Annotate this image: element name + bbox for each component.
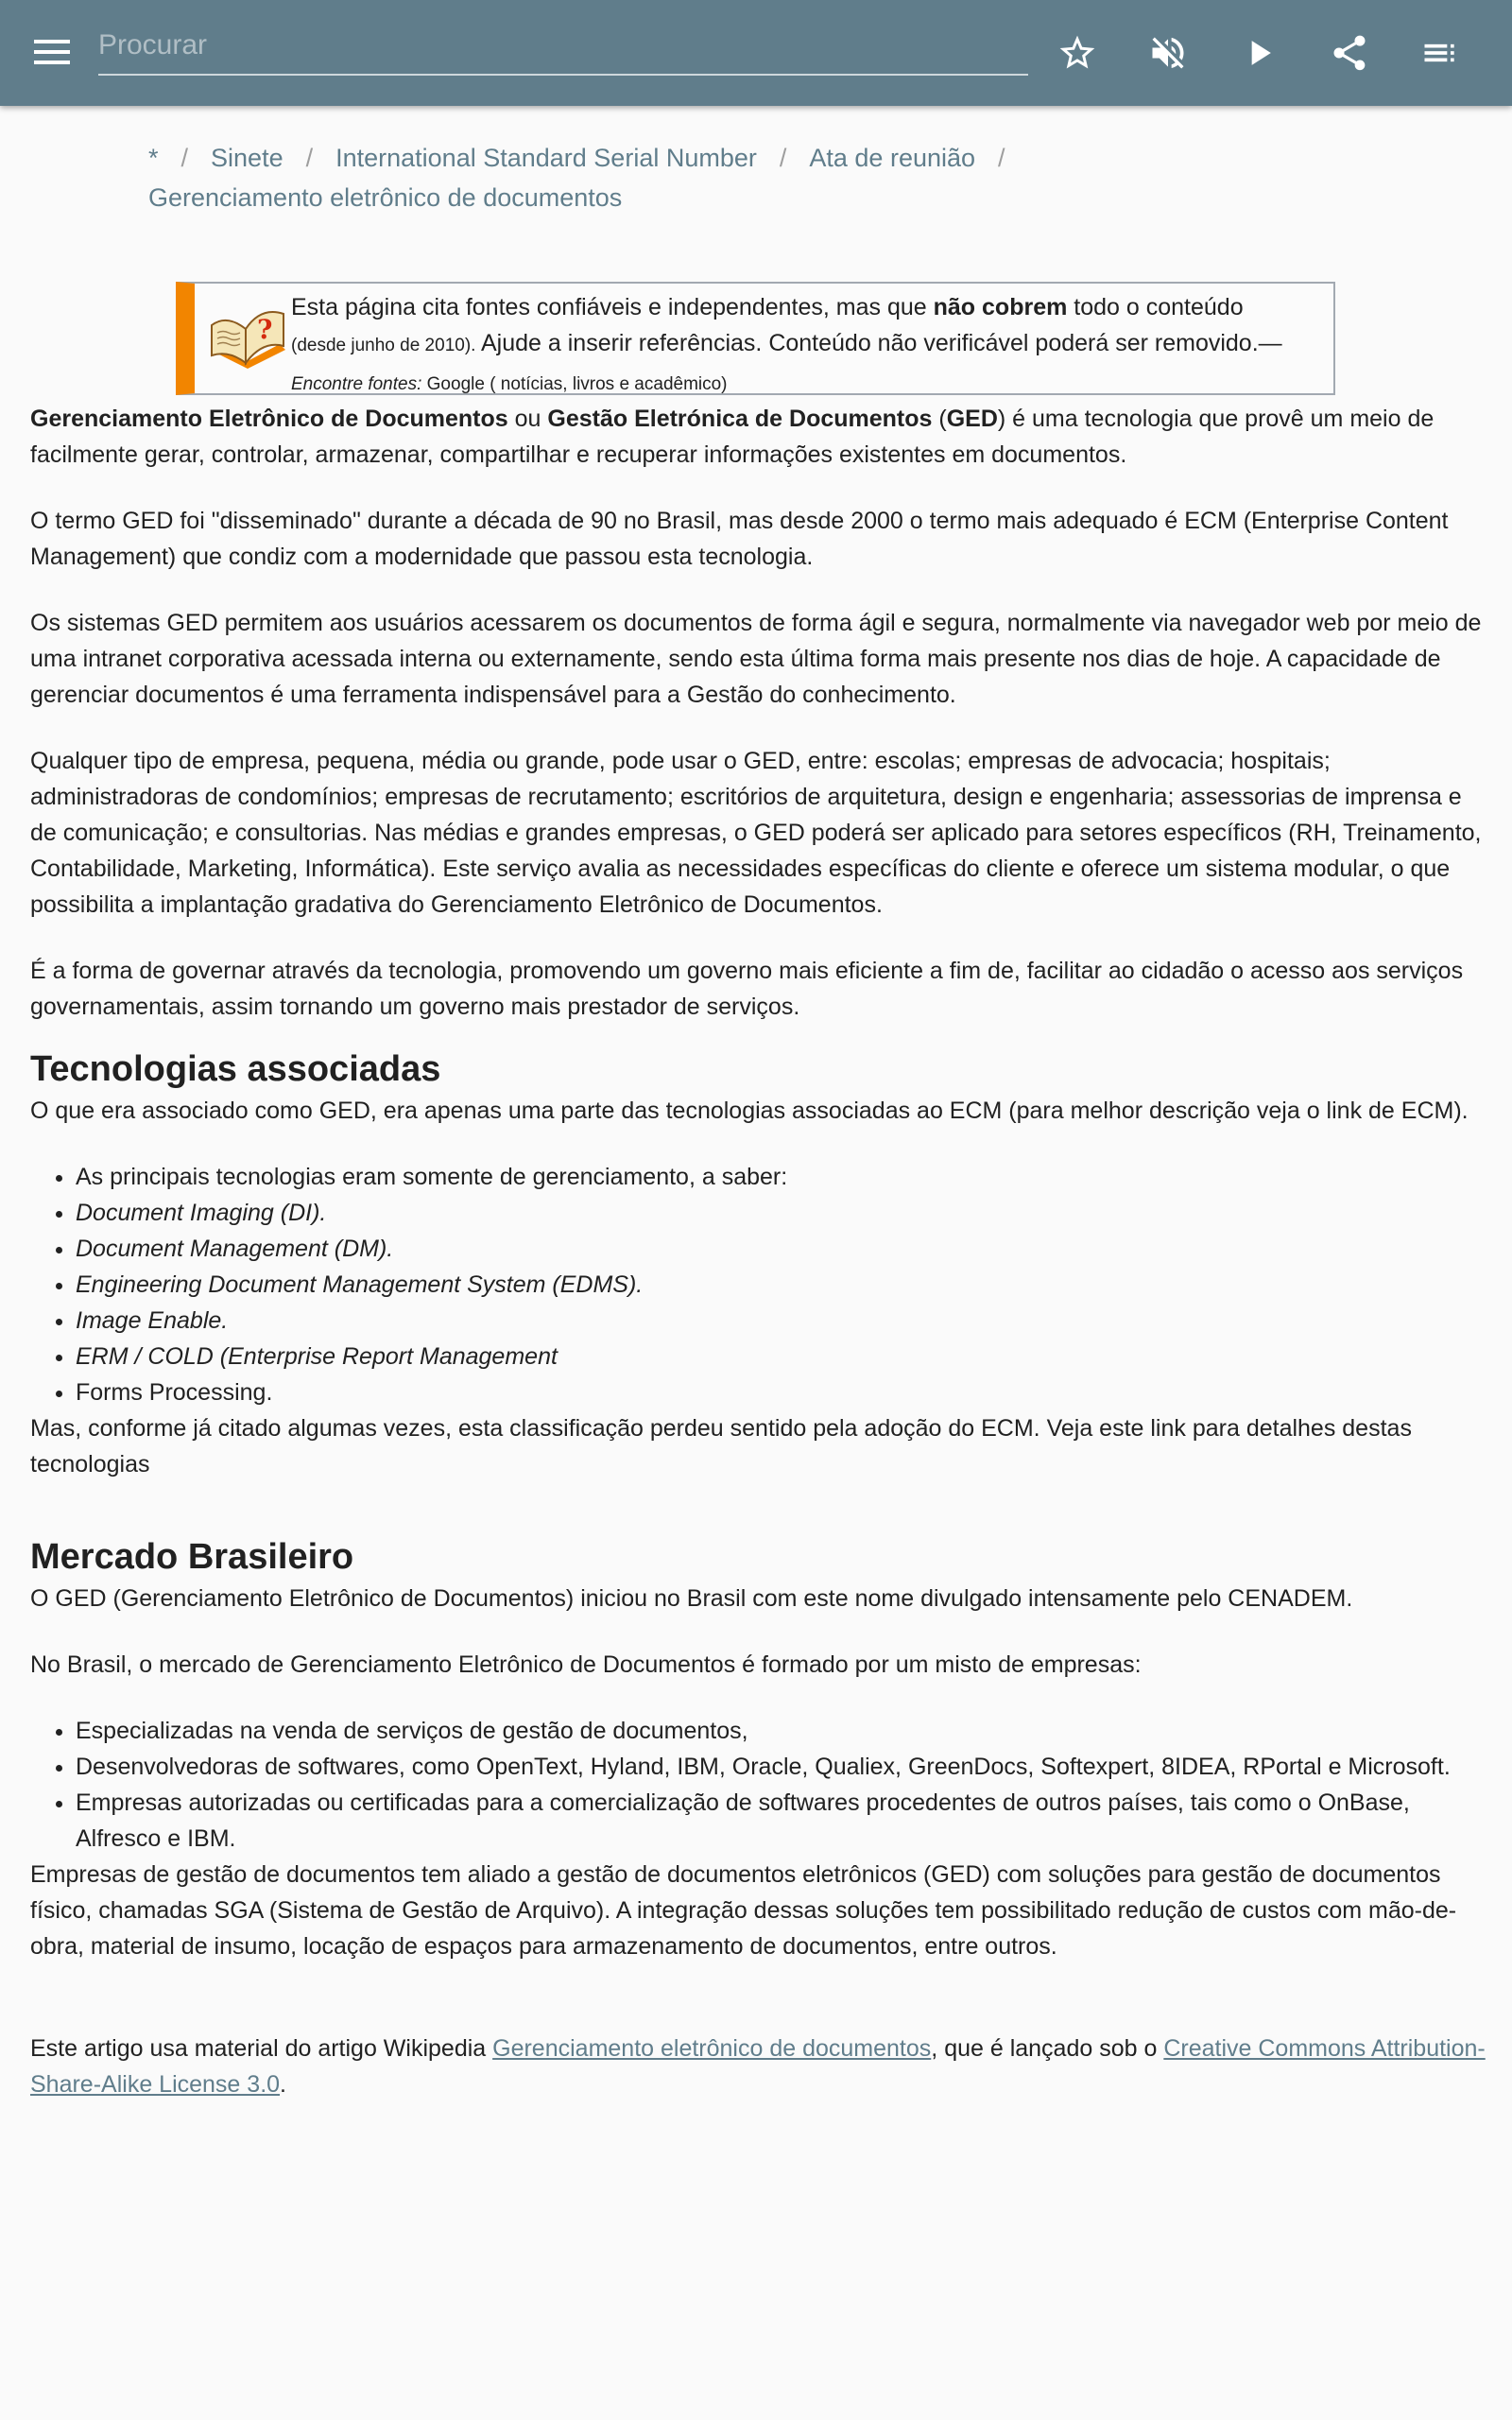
list-item: • Engineering Document Management System (EDMS). xyxy=(76,1267,1486,1303)
search-field xyxy=(98,21,1028,76)
breadcrumb-separator: / xyxy=(998,144,1005,172)
breadcrumb-separator: / xyxy=(180,144,189,172)
book-question-icon xyxy=(204,297,291,378)
toolbar-actions xyxy=(1032,26,1486,79)
breadcrumb-separator: / xyxy=(779,144,787,172)
bookmark-button[interactable] xyxy=(1032,26,1123,79)
article-content xyxy=(30,401,1486,2133)
star-icon xyxy=(1057,32,1098,74)
search-input[interactable] xyxy=(98,21,1028,70)
market-list xyxy=(76,1713,1486,1857)
sources-notice-box xyxy=(176,282,1335,395)
mute-button[interactable] xyxy=(1123,26,1213,79)
breadcrumb-issn[interactable]: International Standard Serial Number xyxy=(335,144,757,172)
breadcrumb-ata[interactable]: Ata de reunião xyxy=(809,144,976,172)
list-item: • Desenvolvedoras de softwares, como OpenText, Hyland, IBM, Oracle, Qualiex, GreenDocs, Softexpert, 8IDEA, RPortal e Microsoft. xyxy=(76,1749,1486,1785)
list-item: • Forms Processing. xyxy=(76,1374,1486,1410)
section-heading: Mercado Brasileiro xyxy=(30,1537,354,1577)
paragraph: O termo GED foi "disseminado" durante a década de 90 no Brasil, mas desde 2000 o termo mais adequado é ECM (Enterprise Content Management) que condiz com a modernidade que passou esta tecnologia. xyxy=(30,508,1449,570)
license-link[interactable]: Creative Commons Attribution-Share-Alike License 3.0 xyxy=(30,2035,1486,2098)
share-icon xyxy=(1329,32,1370,74)
paragraph: Qualquer tipo de empresa, pequena, média ou grande, pode usar o GED, entre: escolas; empresas de advocacia; hospitais; administradoras de condomínios; empresas de recrutamento; escritórios de arquitetura, design e engenharia; assessorias de imprensa e de comunicação; e consultorias. Nas médias e grandes empresas, o GED poderá ser aplicado para setores específicos (RH, Treinamento, Contabilidade, Marketing, Informática). Este serviço avalia as necessidades específicas do cliente e oferece um sistema modular, o que possibilita a implantação gradativa do Gerenciamento Eletrônico de Documentos. xyxy=(30,748,1482,918)
paragraph: No Brasil, o mercado de Gerenciamento Eletrônico de Documentos é formado por um misto de empresas: xyxy=(30,1651,1142,1678)
play-icon xyxy=(1238,32,1280,74)
list-item: • Empresas autorizadas ou certificadas para a comercialização de softwares procedentes de outros países, tais como o OnBase, Alfresco e IBM. xyxy=(76,1785,1486,1857)
technologies-list xyxy=(76,1159,1486,1410)
paragraph: Mas, conforme já citado algumas vezes, esta classificação perdeu sentido pela adoção do ECM. Veja este link para detalhes destas tecnologias xyxy=(30,1415,1412,1478)
list-item: • Document Management (DM). xyxy=(76,1231,1486,1267)
attribution: Este artigo usa material do artigo Wikipedia Gerenciamento eletrônico de documentos, que é lançado sob o Creative Commons Attribution-Share-Alike License 3.0. xyxy=(30,2035,1486,2098)
section-heading: Tecnologias associadas xyxy=(30,1049,441,1089)
paragraph: O GED (Gerenciamento Eletrônico de Documentos) iniciou no Brasil com este nome divulgado intensamente pelo CENADEM. xyxy=(30,1585,1353,1612)
breadcrumb-home[interactable]: * xyxy=(148,144,159,172)
list-item: • Document Imaging (DI). xyxy=(76,1195,1486,1231)
paragraph: O que era associado como GED, era apenas uma parte das tecnologias associadas ao ECM (para melhor descrição veja o link de ECM). xyxy=(30,1098,1469,1124)
contents-button[interactable] xyxy=(1395,26,1486,79)
list-item: • Image Enable. xyxy=(76,1303,1486,1339)
breadcrumb-separator: / xyxy=(305,144,314,172)
list-item: • As principais tecnologias eram somente de gerenciamento, a saber: xyxy=(76,1159,1486,1195)
volume-off-icon xyxy=(1147,32,1189,74)
list-item: • Especializadas na venda de serviços de gestão de documentos, xyxy=(76,1713,1486,1749)
wikipedia-article-link[interactable]: Gerenciamento eletrônico de documentos xyxy=(492,2035,932,2062)
breadcrumb-sinete[interactable]: Sinete xyxy=(211,144,284,172)
menu-icon xyxy=(34,40,70,43)
menu-button[interactable] xyxy=(30,36,76,70)
intro-paragraph: Gerenciamento Eletrônico de Documentos ou Gestão Eletrónica de Documentos (GED) é uma tecnologia que provê um meio de facilmente gerar, controlar, armazenar, compartilhar e recuperar informações existentes em documentos. xyxy=(30,406,1435,468)
app-bar xyxy=(0,0,1512,106)
play-button[interactable] xyxy=(1213,26,1304,79)
paragraph: Os sistemas GED permitem aos usuários acessarem os documentos de forma ágil e segura, normalmente via navegador web por meio de uma intranet corporativa acessada interna ou externamente, sendo esta última forma mais presente nos dias de hoje. A capacidade de gerenciar documentos é uma ferramenta indispensável para a Gestão do conhecimento. xyxy=(30,610,1482,708)
svg-text:?: ? xyxy=(257,314,273,345)
breadcrumb-current[interactable]: Gerenciamento eletrônico de documentos xyxy=(148,183,623,212)
paragraph: É a forma de governar através da tecnologia, promovendo um governo mais eficiente a fim de, facilitar ao cidadão o acesso aos serviços governamentais, assim tornando um governo mais prestador de serviços. xyxy=(30,958,1464,1020)
playlist-icon xyxy=(1419,32,1461,74)
list-item: • ERM / COLD (Enterprise Report Management xyxy=(76,1339,1486,1374)
share-button[interactable] xyxy=(1304,26,1395,79)
paragraph: Empresas de gestão de documentos tem aliado a gestão de documentos eletrônicos (GED) com soluções para gestão de documentos físico, chamadas SGA (Sistema de Gestão de Arquivo). A integração dessas soluções tem possibilitado redução de custos com mão-de-obra, material de insumo, locação de espaços para armazenamento de documentos, entre outros. xyxy=(30,1861,1457,1960)
notice-text: Esta página cita fontes confiáveis e independentes, mas que não cobrem todo o conteúdo (desde junho de 2010). Ajude a inserir referências. Conteúdo não verificável poderá ser removido.— Encontre fontes: Google ( notícias, livros e acadêmico) xyxy=(291,294,1282,394)
breadcrumb xyxy=(148,138,1377,217)
